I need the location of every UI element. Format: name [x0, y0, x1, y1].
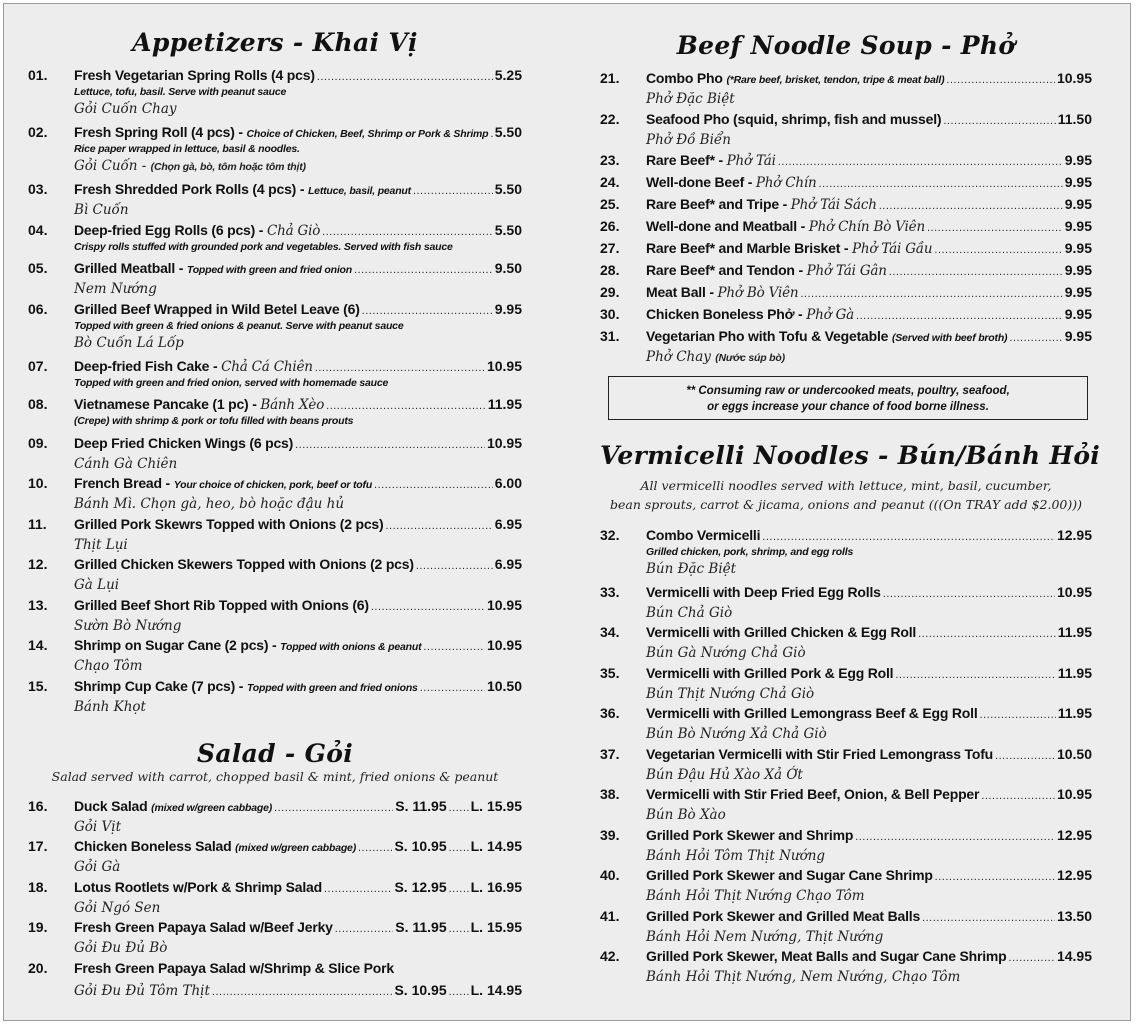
item-name: Fresh Green Papaya Salad w/Beef Jerky — [74, 919, 333, 935]
menu-item: 37. Vegetarian Vermicelli with Stir Fried Lemongrass Tofu ..... 10.50 Bún Đậu Hủ Xào Xả Ớt — [600, 744, 1092, 784]
item-price: 9.95 — [1064, 262, 1092, 278]
item-name: Grilled Pork Skewer and Shrimp — [646, 827, 854, 843]
large-price: L. 15.95 — [470, 798, 522, 814]
item-price: 5.50 — [494, 181, 522, 197]
item-vietnamese: Gỏi Đu Đủ Tôm Thịt — [74, 983, 210, 999]
menu-item: 23. Rare Beef* - Phở Tái ..... 9.95 — [600, 150, 1092, 172]
item-price: 5.25 — [494, 67, 522, 83]
item-vietnamese: Bò Cuốn Lá Lốp — [74, 335, 184, 351]
item-name: Rare Beef* and Tendon - Phở Tái Gân — [646, 262, 887, 279]
menu-item: 09. Deep Fried Chicken Wings (6 pcs) ..... 10.95 Cánh Gà Chiên — [28, 433, 522, 473]
large-price: L. 15.95 — [470, 919, 522, 935]
menu-item: 13. Grilled Beef Short Rib Topped with Onions (6) ..... 10.95 Sườn Bò Nướng — [28, 595, 522, 635]
menu-item: 41. Grilled Pork Skewer and Grilled Meat Balls ..... 13.50 Bánh Hỏi Nem Nướng, Thịt Nướng — [600, 906, 1092, 946]
item-vietnamese: Gỏi Ngó Sen — [74, 900, 161, 916]
vermicelli-subtitle-line1: All vermicelli noodles served with lettuce, mint, basil, cucumber, — [640, 478, 1052, 493]
item-name: Vermicelli with Deep Fried Egg Rolls — [646, 584, 881, 600]
item-description: Crispy rolls stuffed with grounded pork and vegetables. Served with fish sauce — [74, 241, 453, 253]
item-vietnamese: Gỏi Vịt — [74, 819, 122, 835]
menu-item: 31. Vegetarian Pho with Tofu & Vegetable (Served with beef broth) ..... 9.95 Phở Chay (Nước súp bò) — [600, 326, 1092, 367]
item-price: 11.95 — [1057, 665, 1092, 681]
menu-item: 15. Shrimp Cup Cake (7 pcs) - Topped with green and fried onions ..... 10.50 Bánh Khọt — [28, 676, 522, 716]
item-name: Shrimp on Sugar Cane (2 pcs) - Topped with onions & peanut — [74, 637, 422, 653]
item-name: Well-done Beef - Phở Chín — [646, 174, 817, 191]
item-name: Grilled Meatball - Topped with green and fried onion — [74, 260, 352, 276]
item-price: 10.95 — [1056, 584, 1092, 600]
item-name: Deep Fried Chicken Wings (6 pcs) — [74, 435, 294, 451]
small-price: S. 11.95 — [395, 919, 447, 935]
small-price: S. 10.95 — [394, 838, 447, 854]
item-name: Grilled Pork Skewrs Topped with Onions (2 pcs) — [74, 516, 384, 532]
item-name: Chicken Boneless Phở - Phở Gà — [646, 306, 855, 323]
item-vietnamese: Gỏi Cuốn Chay — [74, 101, 177, 117]
small-price: S. 11.95 — [395, 798, 447, 814]
item-name: Vermicelli with Grilled Lemongrass Beef & Egg Roll — [646, 705, 978, 721]
item-price: 5.50 — [494, 124, 522, 140]
menu-item: 02. Fresh Spring Roll (4 pcs) - Choice of Chicken, Beef, Shrimp or Pork & Shrimp ..... 5.50 Rice paper wrapped in lettuce, basil & noodles. Gỏi Cuốn - (Chọn gà, bò, tôm hoặc tôm thịt) — [28, 122, 522, 176]
item-vietnamese: Bì Cuốn — [74, 202, 129, 218]
item-name: Grilled Beef Short Rib Topped with Onions (6) — [74, 597, 369, 613]
item-name: Combo Pho (*Rare beef, brisket, tendon, tripe & meat ball) — [646, 70, 945, 86]
menu-item: 20. Fresh Green Papaya Salad w/Shrimp & Slice Pork Gỏi Đu Đủ Tôm Thịt ..... S. 10.95 ..... L. 14.95 — [28, 958, 522, 1002]
item-vietnamese: Bánh Hỏi Nem Nướng, Thịt Nướng — [646, 929, 884, 945]
menu-item: 32. Combo Vermicelli ..... 12.95 Grilled chicken, pork, shrimp, and egg rolls Bún Đặc Biệt — [600, 525, 1092, 578]
menu-item: 28. Rare Beef* and Tendon - Phở Tái Gân ..... 9.95 — [600, 260, 1092, 282]
menu-item: 12. Grilled Chicken Skewers Topped with Onions (2 pcs) ..... 6.95 Gà Lụi — [28, 554, 522, 594]
menu-item: 38. Vermicelli with Stir Fried Beef, Onion, & Bell Pepper ..... 10.95 Bún Bò Xào — [600, 784, 1092, 824]
item-name: Rare Beef* and Marble Brisket - Phở Tái Gầu — [646, 240, 933, 257]
vermicelli-title: Vermicelli Noodles - Bún/Bánh Hỏi — [600, 441, 1101, 470]
item-name: Deep-fried Fish Cake - Chả Cá Chiên — [74, 358, 313, 375]
item-name: Fresh Vegetarian Spring Rolls (4 pcs) — [74, 67, 315, 83]
item-description: Topped with green and fried onion, served with homemade sauce — [74, 377, 389, 389]
item-price: 11.95 — [487, 396, 522, 412]
item-vietnamese: Gỏi Gà — [74, 859, 121, 875]
large-price: L. 14.95 — [470, 982, 522, 998]
salad-subtitle: Salad served with carrot, chopped basil & mint, fried onions & peanut — [51, 769, 499, 784]
menu-item: 34. Vermicelli with Grilled Chicken & Egg Roll ..... 11.95 Bún Gà Nướng Chả Giò — [600, 622, 1092, 662]
item-vietnamese: Cánh Gà Chiên — [74, 456, 178, 472]
item-name: Chicken Boneless Salad (mixed w/green cabbage) — [74, 838, 356, 854]
item-description: (Crepe) with shrimp & pork or tofu filled with beans prouts — [74, 415, 354, 427]
item-vietnamese: Bún Đậu Hủ Xào Xả Ớt — [646, 767, 803, 783]
item-name: Grilled Pork Skewer, Meat Balls and Sugar Cane Shrimp — [646, 948, 1007, 964]
item-vietnamese: Gỏi Đu Đủ Bò — [74, 940, 168, 956]
item-price: 9.95 — [1064, 218, 1092, 234]
item-name: Vegetarian Pho with Tofu & Vegetable (Served with beef broth) — [646, 328, 1008, 344]
menu-item: 16. Duck Salad (mixed w/green cabbage) ..... S. 11.95 ..... L. 15.95 Gỏi Vịt — [28, 796, 522, 836]
item-vietnamese: Bánh Hỏi Thịt Nướng Chạo Tôm — [646, 888, 865, 904]
item-price: 9.95 — [494, 301, 522, 317]
item-price: 9.95 — [1064, 240, 1092, 256]
appetizers-title: Appetizers - Khai Vị — [132, 28, 418, 57]
item-description: Grilled chicken, pork, shrimp, and egg rolls — [646, 546, 854, 558]
item-vietnamese: Gỏi Cuốn - (Chọn gà, bò, tôm hoặc tôm thịt) — [74, 158, 306, 174]
item-price: 10.95 — [1056, 786, 1092, 802]
item-description: Lettuce, tofu, basil. Serve with peanut sauce — [74, 86, 287, 98]
menu-item: 18. Lotus Rootlets w/Pork & Shrimp Salad ..... S. 12.95 ..... L. 16.95 Gỏi Ngó Sen — [28, 877, 522, 917]
notice-line-1: ** Consuming raw or undercooked meats, poultry, seafood, — [686, 385, 1010, 397]
item-price: 5.50 — [494, 222, 522, 238]
small-price: S. 10.95 — [394, 982, 447, 998]
item-vietnamese: Bún Thịt Nướng Chả Giò — [646, 686, 815, 702]
menu-item: 05. Grilled Meatball - Topped with green and fried onion ..... 9.50 Nem Nướng — [28, 258, 522, 298]
item-price: 10.95 — [486, 435, 522, 451]
item-vietnamese: Bún Gà Nướng Chả Giò — [646, 645, 806, 661]
item-vietnamese: Bún Đặc Biệt — [646, 561, 737, 577]
item-vietnamese: Sườn Bò Nướng — [74, 618, 182, 634]
menu-item: 27. Rare Beef* and Marble Brisket - Phở Tái Gầu ..... 9.95 — [600, 238, 1092, 260]
item-price: 11.95 — [1057, 705, 1092, 721]
item-price: 6.00 — [494, 475, 522, 491]
item-vietnamese: Phở Đặc Biệt — [646, 91, 735, 107]
item-name: Fresh Green Papaya Salad w/Shrimp & Slice Pork — [74, 960, 394, 976]
item-name: Vermicelli with Grilled Pork & Egg Roll — [646, 665, 894, 681]
item-name: Grilled Pork Skewer and Grilled Meat Balls — [646, 908, 921, 924]
item-description: Topped with green & fried onions & peanut. Serve with peanut sauce — [74, 320, 404, 332]
item-price: 12.95 — [1056, 527, 1092, 543]
item-price: 12.95 — [1056, 867, 1092, 883]
item-vietnamese: Phở Chay (Nước súp bò) — [646, 349, 785, 365]
item-price: 9.50 — [494, 260, 522, 276]
menu-item: 36. Vermicelli with Grilled Lemongrass Beef & Egg Roll ..... 11.95 Bún Bò Nướng Xả Chả Giò — [600, 703, 1092, 743]
item-name: Duck Salad (mixed w/green cabbage) — [74, 798, 273, 814]
item-name: Well-done and Meatball - Phở Chín Bò Viên — [646, 218, 925, 235]
item-vietnamese: Bánh Mì. Chọn gà, heo, bò hoặc đậu hủ — [74, 496, 345, 512]
menu-item: 35. Vermicelli with Grilled Pork & Egg Roll ..... 11.95 Bún Thịt Nướng Chả Giò — [600, 663, 1092, 703]
item-vietnamese: Chạo Tôm — [74, 658, 143, 674]
item-name: Vietnamese Pancake (1 pc) - Bánh Xèo — [74, 396, 325, 413]
item-name: Rare Beef* - Phở Tái — [646, 152, 776, 169]
salad-title: Salad - Gỏi — [196, 739, 354, 768]
item-name: Lotus Rootlets w/Pork & Shrimp Salad — [74, 879, 322, 895]
item-price: 13.50 — [1056, 908, 1092, 924]
menu-item: 10. French Bread - Your choice of chicken, pork, beef or tofu ..... 6.00 Bánh Mì. Chọn gà, heo, bò hoặc đậu hủ — [28, 473, 522, 513]
item-price: 14.95 — [1056, 948, 1092, 964]
menu-item: 06. Grilled Beef Wrapped in Wild Betel Leave (6) ..... 9.95 Topped with green & fried onions & peanut. Serve with peanut sauce Bò Cuốn Lá Lốp — [28, 299, 522, 352]
item-price: 6.95 — [494, 516, 522, 532]
menu-item: 29. Meat Ball - Phở Bò Viên ..... 9.95 — [600, 282, 1092, 304]
menu-item: 40. Grilled Pork Skewer and Sugar Cane Shrimp ..... 12.95 Bánh Hỏi Thịt Nướng Chạo Tôm — [600, 865, 1092, 905]
menu-item: 26. Well-done and Meatball - Phở Chín Bò Viên ..... 9.95 — [600, 216, 1092, 238]
item-price: 10.95 — [486, 358, 522, 374]
item-price: 11.95 — [1057, 624, 1092, 640]
item-price: 10.95 — [1056, 70, 1092, 86]
menu-item: 17. Chicken Boneless Salad (mixed w/green cabbage) ..... S. 10.95 ..... L. 14.95 Gỏi Gà — [28, 836, 522, 876]
menu-item: 21. Combo Pho (*Rare beef, brisket, tendon, tripe & meat ball) ..... 10.95 Phở Đặc Biệt — [600, 68, 1092, 108]
item-vietnamese: Nem Nướng — [74, 281, 157, 297]
item-vietnamese: Phở Đồ Biển — [646, 132, 731, 148]
vermicelli-subtitle-line2: bean sprouts, carrot & jicama, onions and peanut (((On TRAY add $2.00))) — [609, 497, 1083, 512]
item-name: Fresh Shredded Pork Rolls (4 pcs) - Lettuce, basil, peanut — [74, 181, 411, 197]
item-price: 9.95 — [1064, 328, 1092, 344]
item-name: French Bread - Your choice of chicken, pork, beef or tofu — [74, 475, 373, 491]
item-name: Grilled Beef Wrapped in Wild Betel Leave (6) — [74, 301, 360, 317]
large-price: L. 16.95 — [470, 879, 522, 895]
item-description: Rice paper wrapped in lettuce, basil & noodles. — [74, 143, 300, 155]
menu-item: 19. Fresh Green Papaya Salad w/Beef Jerky ..... S. 11.95 ..... L. 15.95 Gỏi Đu Đủ Bò — [28, 917, 522, 957]
item-vietnamese: Thịt Lụi — [74, 537, 128, 553]
menu-item: 33. Vermicelli with Deep Fried Egg Rolls ..... 10.95 Bún Chả Giò — [600, 582, 1092, 622]
item-vietnamese: Gà Lụi — [74, 577, 120, 593]
menu-item: 14. Shrimp on Sugar Cane (2 pcs) - Topped with onions & peanut ..... 10.95 Chạo Tôm — [28, 635, 522, 675]
item-name: Meat Ball - Phở Bò Viên — [646, 284, 799, 301]
item-name: Grilled Pork Skewer and Sugar Cane Shrimp — [646, 867, 933, 883]
small-price: S. 12.95 — [394, 879, 447, 895]
item-vietnamese: Bún Chả Giò — [646, 605, 733, 621]
menu-item: 11. Grilled Pork Skewrs Topped with Onions (2 pcs) ..... 6.95 Thịt Lụi — [28, 514, 522, 554]
item-name: Rare Beef* and Tripe - Phở Tái Sách — [646, 196, 877, 213]
large-price: L. 14.95 — [470, 838, 522, 854]
item-vietnamese: Bánh Hỏi Thịt Nướng, Nem Nướng, Chạo Tôm — [646, 969, 961, 985]
food-safety-notice — [608, 376, 1088, 420]
menu-item: 04. Deep-fried Egg Rolls (6 pcs) - Chả Giò ..... 5.50 Crispy rolls stuffed with grounded pork and vegetables. Served with fish sauce — [28, 220, 522, 255]
menu-page — [3, 3, 1131, 1021]
item-price: 9.95 — [1064, 284, 1092, 300]
item-name: Vegetarian Vermicelli with Stir Fried Lemongrass Tofu — [646, 746, 994, 762]
menu-item: 07. Deep-fried Fish Cake - Chả Cá Chiên ..... 10.95 Topped with green and fried onion, served with homemade sauce — [28, 356, 522, 391]
item-vietnamese: Bánh Khọt — [74, 699, 146, 715]
item-name: Vermicelli with Stir Fried Beef, Onion, & Bell Pepper — [646, 786, 980, 802]
item-price: 10.50 — [486, 678, 522, 694]
item-name: Fresh Spring Roll (4 pcs) - Choice of Chicken, Beef, Shrimp or Pork & Shrimp — [74, 124, 489, 140]
menu-item: 03. Fresh Shredded Pork Rolls (4 pcs) - Lettuce, basil, peanut ..... 5.50 Bì Cuốn — [28, 179, 522, 219]
item-price: 10.95 — [486, 637, 522, 653]
menu-item: 42. Grilled Pork Skewer, Meat Balls and Sugar Cane Shrimp ..... 14.95 Bánh Hỏi Thịt Nướng, Nem Nướng, Chạo Tôm — [600, 946, 1092, 986]
menu-item: 01. Fresh Vegetarian Spring Rolls (4 pcs) ..... 5.25 Lettuce, tofu, basil. Serve with peanut sauce Gỏi Cuốn Chay — [28, 65, 522, 118]
item-vietnamese: Bánh Hỏi Tôm Thịt Nướng — [646, 848, 826, 864]
notice-line-2: or eggs increase your chance of food borne illness. — [707, 401, 989, 413]
item-price: 9.95 — [1064, 196, 1092, 212]
item-price: 12.95 — [1056, 827, 1092, 843]
item-price: 10.95 — [486, 597, 522, 613]
item-name: Vermicelli with Grilled Chicken & Egg Roll — [646, 624, 917, 640]
item-price: 9.95 — [1064, 306, 1092, 322]
item-vietnamese: Bún Bò Nướng Xả Chả Giò — [646, 726, 827, 742]
item-name: Shrimp Cup Cake (7 pcs) - Topped with green and fried onions — [74, 678, 418, 694]
item-price: 11.50 — [1057, 111, 1092, 127]
item-name: Grilled Chicken Skewers Topped with Onions (2 pcs) — [74, 556, 414, 572]
item-name: Combo Vermicelli — [646, 527, 761, 543]
item-price: 10.50 — [1056, 746, 1092, 762]
item-vietnamese: Bún Bò Xào — [646, 807, 726, 823]
item-name: Seafood Pho (squid, shrimp, fish and mussel) — [646, 111, 942, 127]
item-price: 6.95 — [494, 556, 522, 572]
item-name: Deep-fried Egg Rolls (6 pcs) - Chả Giò — [74, 222, 321, 239]
pho-title: Beef Noodle Soup - Phở — [676, 31, 1016, 60]
menu-item: 30. Chicken Boneless Phở - Phở Gà ..... 9.95 — [600, 304, 1092, 326]
item-price: 9.95 — [1064, 152, 1092, 168]
item-price: 9.95 — [1064, 174, 1092, 190]
menu-item: 24. Well-done Beef - Phở Chín ..... 9.95 — [600, 172, 1092, 194]
menu-item: 08. Vietnamese Pancake (1 pc) - Bánh Xèo ..... 11.95 (Crepe) with shrimp & pork or tofu filled with beans prouts — [28, 394, 522, 429]
menu-item: 25. Rare Beef* and Tripe - Phở Tái Sách ..... 9.95 — [600, 194, 1092, 216]
menu-item: 22. Seafood Pho (squid, shrimp, fish and mussel) ..... 11.50 Phở Đồ Biển — [600, 109, 1092, 149]
menu-item: 39. Grilled Pork Skewer and Shrimp ..... 12.95 Bánh Hỏi Tôm Thịt Nướng — [600, 825, 1092, 865]
